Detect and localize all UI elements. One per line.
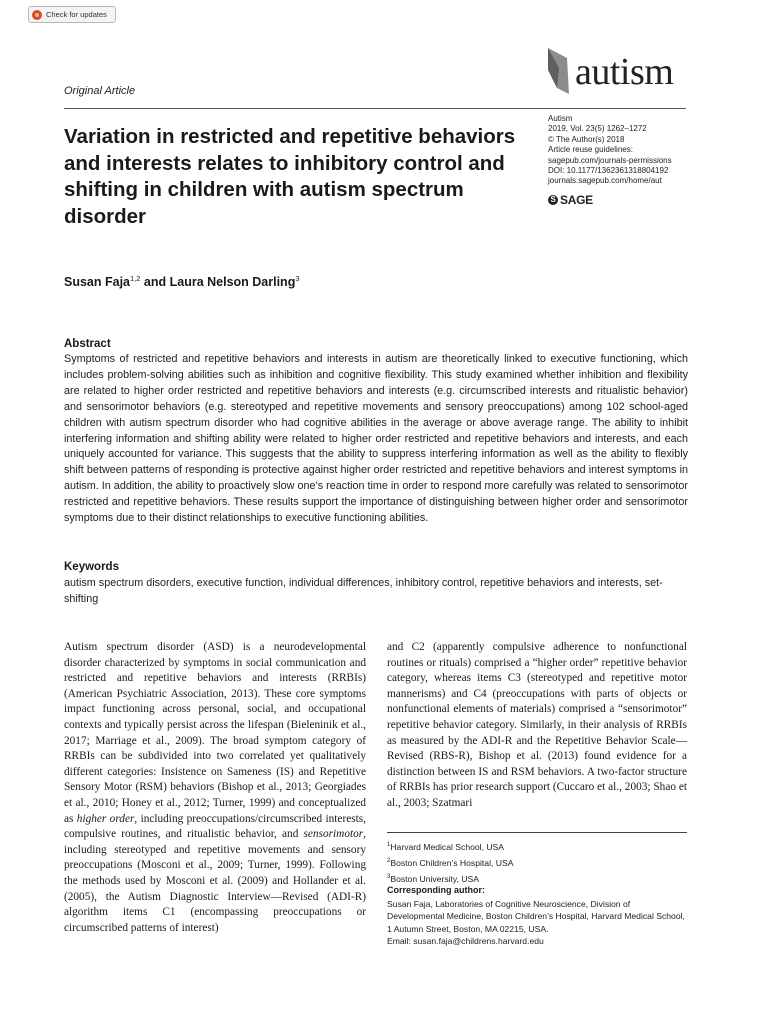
keywords-heading: Keywords [64,561,119,573]
author-connector: and [140,275,170,290]
body-column-left [64,640,366,936]
body-text: , including preoccupations/circumscribed interests, compulsive routines, and ritualistic behavior, and [64,812,366,841]
journal-logo-text: autism [575,51,674,93]
header-rule [64,108,686,109]
affiliation-text: Boston Children’s Hospital, USA [390,857,514,868]
keywords-text: autism spectrum disorders, executive function, individual differences, inhibitory control, repetitive behaviors and interests, set-shifting [64,577,663,605]
affiliation-item [387,870,687,886]
affiliation-item [387,838,687,854]
journal-url-link[interactable]: journals.sagepub.com/home/aut [548,176,662,186]
author-list [64,274,300,289]
body-emphasis: higher order [76,812,135,825]
doi-link[interactable]: DOI: 10.1177/1362361318804192 [548,166,669,176]
footnote-rule [387,832,687,833]
affiliation-item [387,854,687,870]
article-type: Original Article [64,85,136,97]
body-column-right: and C2 (apparently compulsive adherence to nonfunctional routines or rituals) comprised a “higher order” repetitive behavior category, whereas items C3 (stereotyped and repetitive motor mannerisms) and C4 (preoccupations with parts of objects or nonfunctional elements of materials) comprised a “sensorimotor” repetitive behavior category. Similarly, in their analysis of RRBIs as measured by the ADI-R and the Repetitive Behavior Scale—Revised (RBS-R), Bishop et al. (2013) found evidence for a distinction between IS and RSM behaviors. A two-factor structure of RRBIs has prior research support (Cuccaro et al., 2003; Shao et al., 2003; Szatmari [387,641,687,809]
crossmark-icon [32,10,42,20]
check-for-updates-badge[interactable] [28,6,116,23]
sage-icon: S [548,195,558,205]
affiliations [387,838,687,886]
abstract-heading: Abstract [64,338,111,350]
copyright: © The Author(s) 2018 [548,134,625,144]
reuse-guidelines: Article reuse guidelines: [548,145,633,155]
affiliation-text: Boston University, USA [390,873,480,884]
article-title: Variation in restricted and repetitive behaviors and interests relates to inhibitory control and shifting in children with autism spectrum disorder [64,125,516,228]
affiliation-text: Harvard Medical School, USA [390,841,505,852]
corresponding-author-email[interactable]: Email: susan.faja@childrens.harvard.edu [387,936,544,947]
citation: 2019, Vol. 23(5) 1262–1272 [548,124,647,134]
author-affiliation-marker: 3 [295,274,300,283]
corresponding-author-details [387,898,687,948]
affiliation-number: 1 [387,842,391,848]
corresponding-author-address: Susan Faja, Laboratories of Cognitive Neuroscience, Division of Developmental Medicine, Boston Children’s Hospital, Harvard Medical School, 1 Autumn Street, Boston, MA 02215, USA. [387,899,685,934]
check-for-updates-label: Check for updates [46,10,107,19]
abstract-text: Symptoms of restricted and repetitive behaviors and interests in autism are theoretically linked to executive functioning, which includes problem-solving abilities such as inhibition and cognitive flexibility. This study examined whether inhibition and flexibility are related to higher order restricted and repetitive behaviors and interests (e.g. circumscribed interests and ritualistic behavior) and sensorimotor behaviors (e.g. stereotyped and repetitive movements and sensory preoccupations) among 102 school-aged children with autism spectrum disorder who had cognitive abilities in the average or above average range. The ability to inhibit interfering information and shifting ability were related to higher order restricted and repetitive behaviors and interests, and each uniquely accounted for variance. This suggests that the ability to suppress interfering information as well as the ability to flexibly shift between patterns of responding is protective against higher order restricted and repetitive behaviors and interest symptoms in autism. In addition, the ability to proactively slow one’s reaction time in order to respond more carefully was related to sensorimotor restricted and repetitive behaviors. These results support the importance of distinguishing between higher order and sensorimotor symptoms due to their distinct relationships to executive functioning abilities. [64,353,688,525]
publisher-logo [548,193,593,207]
author-affiliation-marker: 1,2 [130,274,141,283]
corresponding-author-heading: Corresponding author: [387,885,485,895]
journal-metadata [548,114,698,187]
affiliation-number: 2 [387,857,391,864]
author-name: Susan Faja [64,275,130,290]
permissions-link[interactable]: sagepub.com/journals-permissions [548,155,672,165]
body-emphasis: sensorimotor [303,828,364,841]
journal-name: Autism [548,114,573,123]
author-name: Laura Nelson Darling [169,275,296,290]
affiliation-number: 3 [387,873,391,880]
body-text: , including stereotyped and repetitive movements and sensory preoccupations (Mosconi et al., 2009; Turner, 1999). Following the methods used by Mosconi et al. (2009) and Hollander et al. (2005), the Autism Diagnostic Interview—Revised (ADI-R) algorithm items C1 (encompassing preoccupations or circumscribed patterns of interest) [64,828,366,934]
publisher-name: SAGE [560,193,593,207]
body-text: Autism spectrum disorder (ASD) is a neurodevelopmental disorder characterized by symptoms in social communication and restricted and repetitive behaviors and interests (RRBIs) (American Psychiatric Association, 2013). These core symptoms impact functioning across personal, social, and occupational contexts and typically persist across the lifespan (Bieleninik et al., 2017; Marriage et al., 2009). The broad symptom category of RRBIs can be subdivided into two correlated yet qualitatively different categories: Insistence on Sameness (IS) and Repetitive Sensory Motor (RSM) behaviors (Bishop et al., 2013; Georgiades et al., 2010; Honey et al., 2012; Turner, 1999) and conceptualized as [64,641,366,825]
